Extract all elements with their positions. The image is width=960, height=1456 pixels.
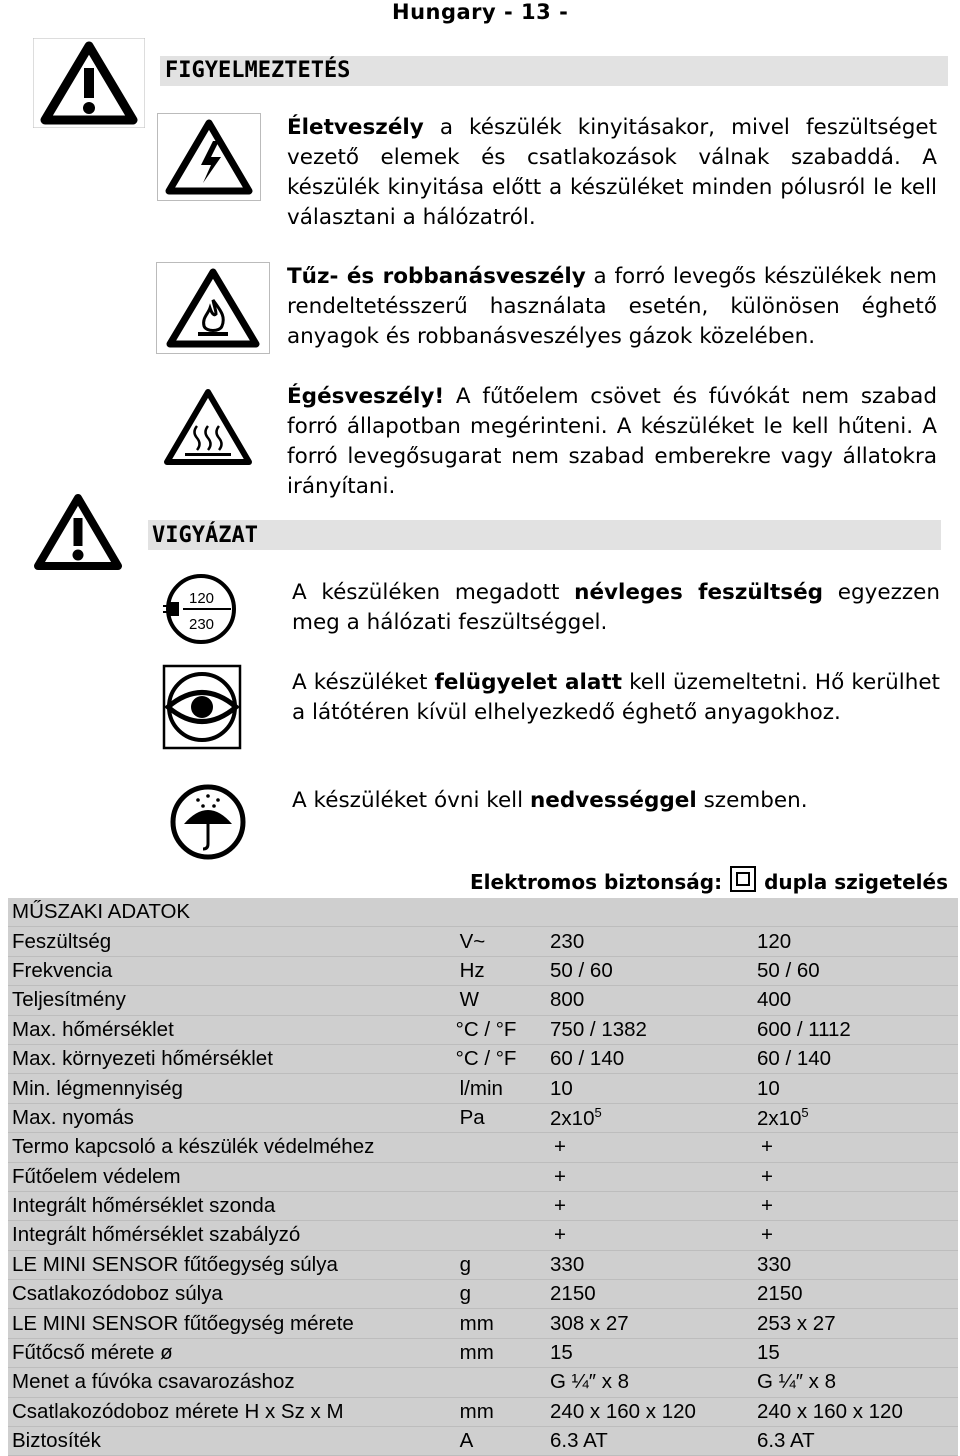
spec-unit-text: Hz bbox=[459, 958, 485, 982]
electrical-safety bbox=[470, 866, 948, 894]
table-row bbox=[8, 1015, 958, 1044]
table-row bbox=[8, 1221, 958, 1250]
spec-value-230v-text: 2x10 bbox=[550, 1106, 595, 1130]
spec-value-230v-text: + bbox=[554, 1223, 567, 1247]
spec-name-text: Integrált hőmérséklet szabályzó bbox=[12, 1223, 301, 1247]
spec-name bbox=[8, 1368, 456, 1397]
warning-section-title: FIGYELMEZTETÉS bbox=[165, 58, 351, 83]
table-row bbox=[8, 1368, 958, 1397]
spec-value-230v bbox=[546, 986, 753, 1015]
spec-value-120v-text: 120 bbox=[756, 929, 792, 953]
spec-unit-text: °C / °F bbox=[455, 1017, 517, 1041]
caution-item-supervision bbox=[292, 668, 940, 728]
spec-value-120v-text: 330 bbox=[756, 1252, 792, 1276]
spec-value-230v bbox=[546, 927, 753, 956]
voltage-top-label: 120 bbox=[189, 590, 215, 607]
spec-value-120v-text: + bbox=[760, 1194, 773, 1218]
spec-name bbox=[8, 1074, 456, 1103]
hot-surface-icon bbox=[157, 382, 259, 472]
table-row bbox=[8, 1309, 958, 1338]
spec-name-text: Min. légmennyiség bbox=[12, 1076, 183, 1100]
spec-value-120v-text: 600 / 1112 bbox=[756, 1017, 851, 1041]
spec-value-230v-text: 50 / 60 bbox=[550, 958, 613, 982]
spec-value-120v-text: 50 / 60 bbox=[756, 958, 820, 982]
spec-value-120v bbox=[753, 1191, 958, 1220]
spec-value-230v bbox=[546, 956, 753, 985]
caution-item-voltage-post: egyezzen meg a hálózati feszültséggel. bbox=[292, 580, 941, 635]
warning-triangle-icon bbox=[33, 38, 145, 128]
spec-name bbox=[8, 956, 456, 985]
caution-triangle-icon bbox=[30, 492, 126, 574]
spec-unit bbox=[456, 1044, 546, 1073]
spec-unit-text: mm bbox=[459, 1399, 494, 1423]
spec-value-120v bbox=[753, 1221, 958, 1250]
spec-table-title: MŰSZAKI ADATOK bbox=[8, 898, 958, 927]
spec-value-230v bbox=[546, 1103, 753, 1132]
caution-item-voltage-bold: névleges feszültség bbox=[574, 580, 824, 605]
spec-unit bbox=[456, 927, 546, 956]
spec-unit-text: W bbox=[459, 988, 479, 1012]
spec-name-text: LE MINI SENSOR fűtőegység súlya bbox=[12, 1252, 338, 1276]
table-row bbox=[8, 1191, 958, 1220]
table-row bbox=[8, 986, 958, 1015]
spec-name bbox=[8, 1103, 456, 1132]
spec-value-230v-text: 240 x 160 x 120 bbox=[550, 1399, 696, 1423]
spec-value-120v-text: 2x10 bbox=[756, 1106, 802, 1130]
spec-name bbox=[8, 1280, 456, 1309]
spec-name bbox=[8, 1250, 456, 1279]
spec-unit-text: V~ bbox=[459, 929, 486, 953]
spec-value-120v-text: 60 / 140 bbox=[756, 1047, 832, 1071]
spec-value-230v-text: + bbox=[554, 1164, 567, 1188]
table-row bbox=[8, 1074, 958, 1103]
spec-value-120v bbox=[753, 956, 958, 985]
electrical-safety-label: Elektromos biztonság: bbox=[470, 870, 723, 894]
spec-value-230v bbox=[546, 1015, 753, 1044]
warning-item-fire bbox=[287, 262, 937, 352]
spec-unit bbox=[456, 1103, 546, 1132]
table-row bbox=[8, 1338, 958, 1367]
electrical-safety-value: dupla szigetelés bbox=[764, 870, 948, 894]
spec-value-230v bbox=[546, 1309, 753, 1338]
spec-name-text: Max. környezeti hőmérséklet bbox=[12, 1047, 273, 1071]
spec-value-120v bbox=[753, 1427, 958, 1456]
spec-name bbox=[8, 986, 456, 1015]
spec-name bbox=[8, 1338, 456, 1367]
spec-name-text: Termo kapcsoló a készülék védelméhez bbox=[12, 1135, 375, 1159]
spec-unit bbox=[456, 1191, 546, 1220]
spec-unit bbox=[456, 1280, 546, 1309]
spec-value-120v bbox=[753, 986, 958, 1015]
spec-value-230v-text: 15 bbox=[550, 1341, 573, 1365]
table-row bbox=[8, 1397, 958, 1426]
caution-item-moisture bbox=[292, 786, 940, 816]
spec-name bbox=[8, 1191, 456, 1220]
spec-unit bbox=[456, 1250, 546, 1279]
spec-value-120v bbox=[753, 1368, 958, 1397]
caution-item-supervision-pre: A készüléket bbox=[292, 670, 435, 695]
warning-item-burn bbox=[287, 382, 937, 502]
voltage-120-230-icon bbox=[161, 572, 241, 646]
spec-name-text: Biztosíték bbox=[12, 1429, 101, 1453]
spec-value-230v bbox=[546, 1044, 753, 1073]
warning-item-fire-text: a forró levegős készülékek nem rendeltetésszerű használata esetén, különösen éghető anyagok és robbanásveszélyes gázok közelében. bbox=[287, 264, 938, 349]
fire-hazard-icon bbox=[156, 262, 270, 354]
caution-section-bar bbox=[148, 520, 941, 550]
spec-value-230v bbox=[546, 1162, 753, 1191]
spec-value-230v bbox=[546, 1133, 753, 1162]
spec-unit-text: g bbox=[459, 1282, 472, 1306]
spec-value-120v bbox=[753, 1074, 958, 1103]
spec-value-120v bbox=[753, 1250, 958, 1279]
spec-value-230v bbox=[546, 1427, 753, 1456]
warning-item-electric-bold: Életveszély bbox=[287, 115, 424, 140]
spec-value-120v-text: 15 bbox=[756, 1341, 780, 1365]
spec-value-120v bbox=[753, 1397, 958, 1426]
table-row bbox=[8, 1427, 958, 1456]
electric-shock-icon bbox=[157, 113, 261, 201]
spec-value-230v bbox=[546, 1338, 753, 1367]
spec-value-120v bbox=[753, 927, 958, 956]
table-row bbox=[8, 1044, 958, 1073]
caution-item-moisture-pre: A készüléket óvni kell bbox=[292, 788, 530, 813]
table-row bbox=[8, 1280, 958, 1309]
caution-item-moisture-bold: nedvességgel bbox=[529, 788, 697, 813]
spec-value-120v bbox=[753, 1044, 958, 1073]
spec-name-text: Fűtőcső mérete ø bbox=[12, 1341, 173, 1365]
voltage-bottom-label: 230 bbox=[189, 616, 215, 633]
spec-value-120v-exponent: 5 bbox=[801, 1105, 809, 1121]
spec-value-230v bbox=[546, 1074, 753, 1103]
spec-value-120v-text: 400 bbox=[756, 988, 792, 1012]
spec-name-text: Csatlakozódoboz mérete H x Sz x M bbox=[12, 1399, 344, 1423]
spec-value-120v bbox=[753, 1162, 958, 1191]
spec-value-120v-text: 2150 bbox=[756, 1282, 803, 1306]
spec-name bbox=[8, 1044, 456, 1073]
spec-name bbox=[8, 1221, 456, 1250]
spec-name-text: Feszültség bbox=[12, 929, 112, 953]
warning-item-electric-text: a készülék kinyitásakor, mivel feszültséget vezető elemek és csatlakozások válnak szabaddá. A készülék kinyitása előtt a készüléket minden pólusról le kell választani a hálózatról. bbox=[287, 115, 937, 230]
spec-value-230v bbox=[546, 1221, 753, 1250]
spec-name-text: Csatlakozódoboz súlya bbox=[12, 1282, 223, 1306]
table-row bbox=[8, 927, 958, 956]
page-header: Hungary - 13 - bbox=[392, 0, 569, 24]
spec-name-text: Max. hőmérséklet bbox=[12, 1017, 174, 1041]
spec-unit bbox=[456, 1368, 546, 1397]
spec-name bbox=[8, 1397, 456, 1426]
spec-unit-text: Pa bbox=[459, 1105, 485, 1129]
spec-value-120v bbox=[753, 1309, 958, 1338]
spec-name bbox=[8, 1133, 456, 1162]
spec-name-text: Fűtőelem védelem bbox=[12, 1164, 181, 1188]
spec-value-120v-text: G ¼″ x 8 bbox=[756, 1370, 836, 1394]
warning-item-burn-text: A fűtőelem csövet és fúvókát nem szabad forró állapotban megérinteni. A készüléket le kell hűteni. A forró levegősugarat nem szabad emberekre vagy állatokra irányítani. bbox=[287, 384, 937, 499]
spec-unit bbox=[456, 1427, 546, 1456]
spec-unit-text: mm bbox=[459, 1311, 494, 1335]
spec-unit bbox=[456, 956, 546, 985]
spec-unit bbox=[456, 1162, 546, 1191]
spec-value-230v-text: 800 bbox=[550, 988, 585, 1012]
spec-value-230v bbox=[546, 1368, 753, 1397]
spec-unit bbox=[456, 1015, 546, 1044]
spec-unit bbox=[456, 986, 546, 1015]
spec-value-120v bbox=[753, 1133, 958, 1162]
spec-unit-text: °C / °F bbox=[455, 1047, 517, 1071]
spec-name bbox=[8, 927, 456, 956]
spec-name-text: LE MINI SENSOR fűtőegység mérete bbox=[12, 1311, 354, 1335]
spec-value-230v-text: 308 x 27 bbox=[550, 1311, 629, 1335]
spec-value-120v bbox=[753, 1280, 958, 1309]
spec-table bbox=[8, 898, 958, 1456]
spec-name-text: Menet a fúvóka csavarozáshoz bbox=[12, 1370, 295, 1394]
caution-item-moisture-post: szemben. bbox=[696, 788, 808, 813]
spec-unit bbox=[456, 1309, 546, 1338]
warning-item-burn-bold: Égésveszély! bbox=[287, 384, 445, 409]
spec-value-120v bbox=[753, 1015, 958, 1044]
spec-unit-text: A bbox=[459, 1429, 474, 1453]
spec-value-120v-text: 253 x 27 bbox=[756, 1311, 836, 1335]
table-row bbox=[8, 1250, 958, 1279]
spec-unit-text: g bbox=[459, 1252, 472, 1276]
spec-table-title-row bbox=[8, 898, 958, 927]
spec-value-230v-exponent: 5 bbox=[594, 1105, 602, 1121]
spec-value-230v-text: 10 bbox=[550, 1076, 573, 1100]
spec-value-230v-text: 60 / 140 bbox=[550, 1047, 625, 1071]
spec-value-120v-text: + bbox=[760, 1135, 773, 1159]
eye-supervision-icon bbox=[162, 664, 242, 750]
warning-item-fire-bold: Tűz- és robbanásveszély bbox=[287, 264, 586, 289]
spec-value-230v bbox=[546, 1280, 753, 1309]
spec-value-120v-text: 6.3 AT bbox=[756, 1429, 815, 1453]
spec-value-230v-text: G ¼″ x 8 bbox=[550, 1370, 630, 1394]
spec-value-230v-text: 330 bbox=[550, 1252, 585, 1276]
spec-value-120v-text: + bbox=[760, 1223, 773, 1247]
spec-name bbox=[8, 1309, 456, 1338]
spec-name-text: Teljesítmény bbox=[12, 988, 126, 1012]
spec-name-text: Frekvencia bbox=[12, 958, 113, 982]
spec-value-120v bbox=[753, 1338, 958, 1367]
spec-unit-text: l/min bbox=[459, 1076, 503, 1100]
spec-name-text: Integrált hőmérséklet szonda bbox=[12, 1194, 276, 1218]
spec-value-120v-text: 10 bbox=[756, 1076, 780, 1100]
spec-value-230v-text: 230 bbox=[550, 929, 585, 953]
spec-name-text: Max. nyomás bbox=[12, 1105, 134, 1129]
spec-value-230v bbox=[546, 1191, 753, 1220]
caution-item-voltage-pre: A készüléken megadott bbox=[292, 580, 575, 605]
spec-value-230v bbox=[546, 1397, 753, 1426]
table-row bbox=[8, 1133, 958, 1162]
caution-item-voltage bbox=[292, 578, 940, 638]
spec-unit bbox=[456, 1338, 546, 1367]
spec-unit bbox=[456, 1221, 546, 1250]
spec-value-120v-text: + bbox=[760, 1164, 773, 1188]
spec-name bbox=[8, 1162, 456, 1191]
spec-unit-text: mm bbox=[459, 1341, 494, 1365]
caution-section-title: VIGYÁZAT bbox=[152, 523, 258, 548]
spec-unit bbox=[456, 1397, 546, 1426]
spec-value-120v-text: 240 x 160 x 120 bbox=[756, 1399, 903, 1423]
spec-value-120v bbox=[753, 1103, 958, 1132]
spec-value-230v-text: 2150 bbox=[550, 1282, 596, 1306]
umbrella-moisture-icon bbox=[162, 782, 260, 864]
spec-name bbox=[8, 1427, 456, 1456]
spec-value-230v-text: 6.3 AT bbox=[550, 1429, 608, 1453]
table-row bbox=[8, 1103, 958, 1132]
spec-value-230v-text: + bbox=[554, 1194, 567, 1218]
spec-unit bbox=[456, 1074, 546, 1103]
spec-unit bbox=[456, 1133, 546, 1162]
table-row bbox=[8, 956, 958, 985]
warning-item-electric bbox=[287, 113, 937, 233]
double-insulation-icon bbox=[730, 866, 756, 892]
spec-name bbox=[8, 1015, 456, 1044]
caution-item-supervision-post: kell üzemeltetni. Hő kerülhet a látótéren kívül elhelyezkedő éghető anyagokhoz. bbox=[292, 670, 940, 725]
spec-value-230v-text: + bbox=[554, 1135, 567, 1159]
spec-value-230v bbox=[546, 1250, 753, 1279]
table-row bbox=[8, 1162, 958, 1191]
caution-item-supervision-bold: felügyelet alatt bbox=[434, 670, 622, 695]
spec-value-230v-text: 750 / 1382 bbox=[550, 1017, 647, 1041]
